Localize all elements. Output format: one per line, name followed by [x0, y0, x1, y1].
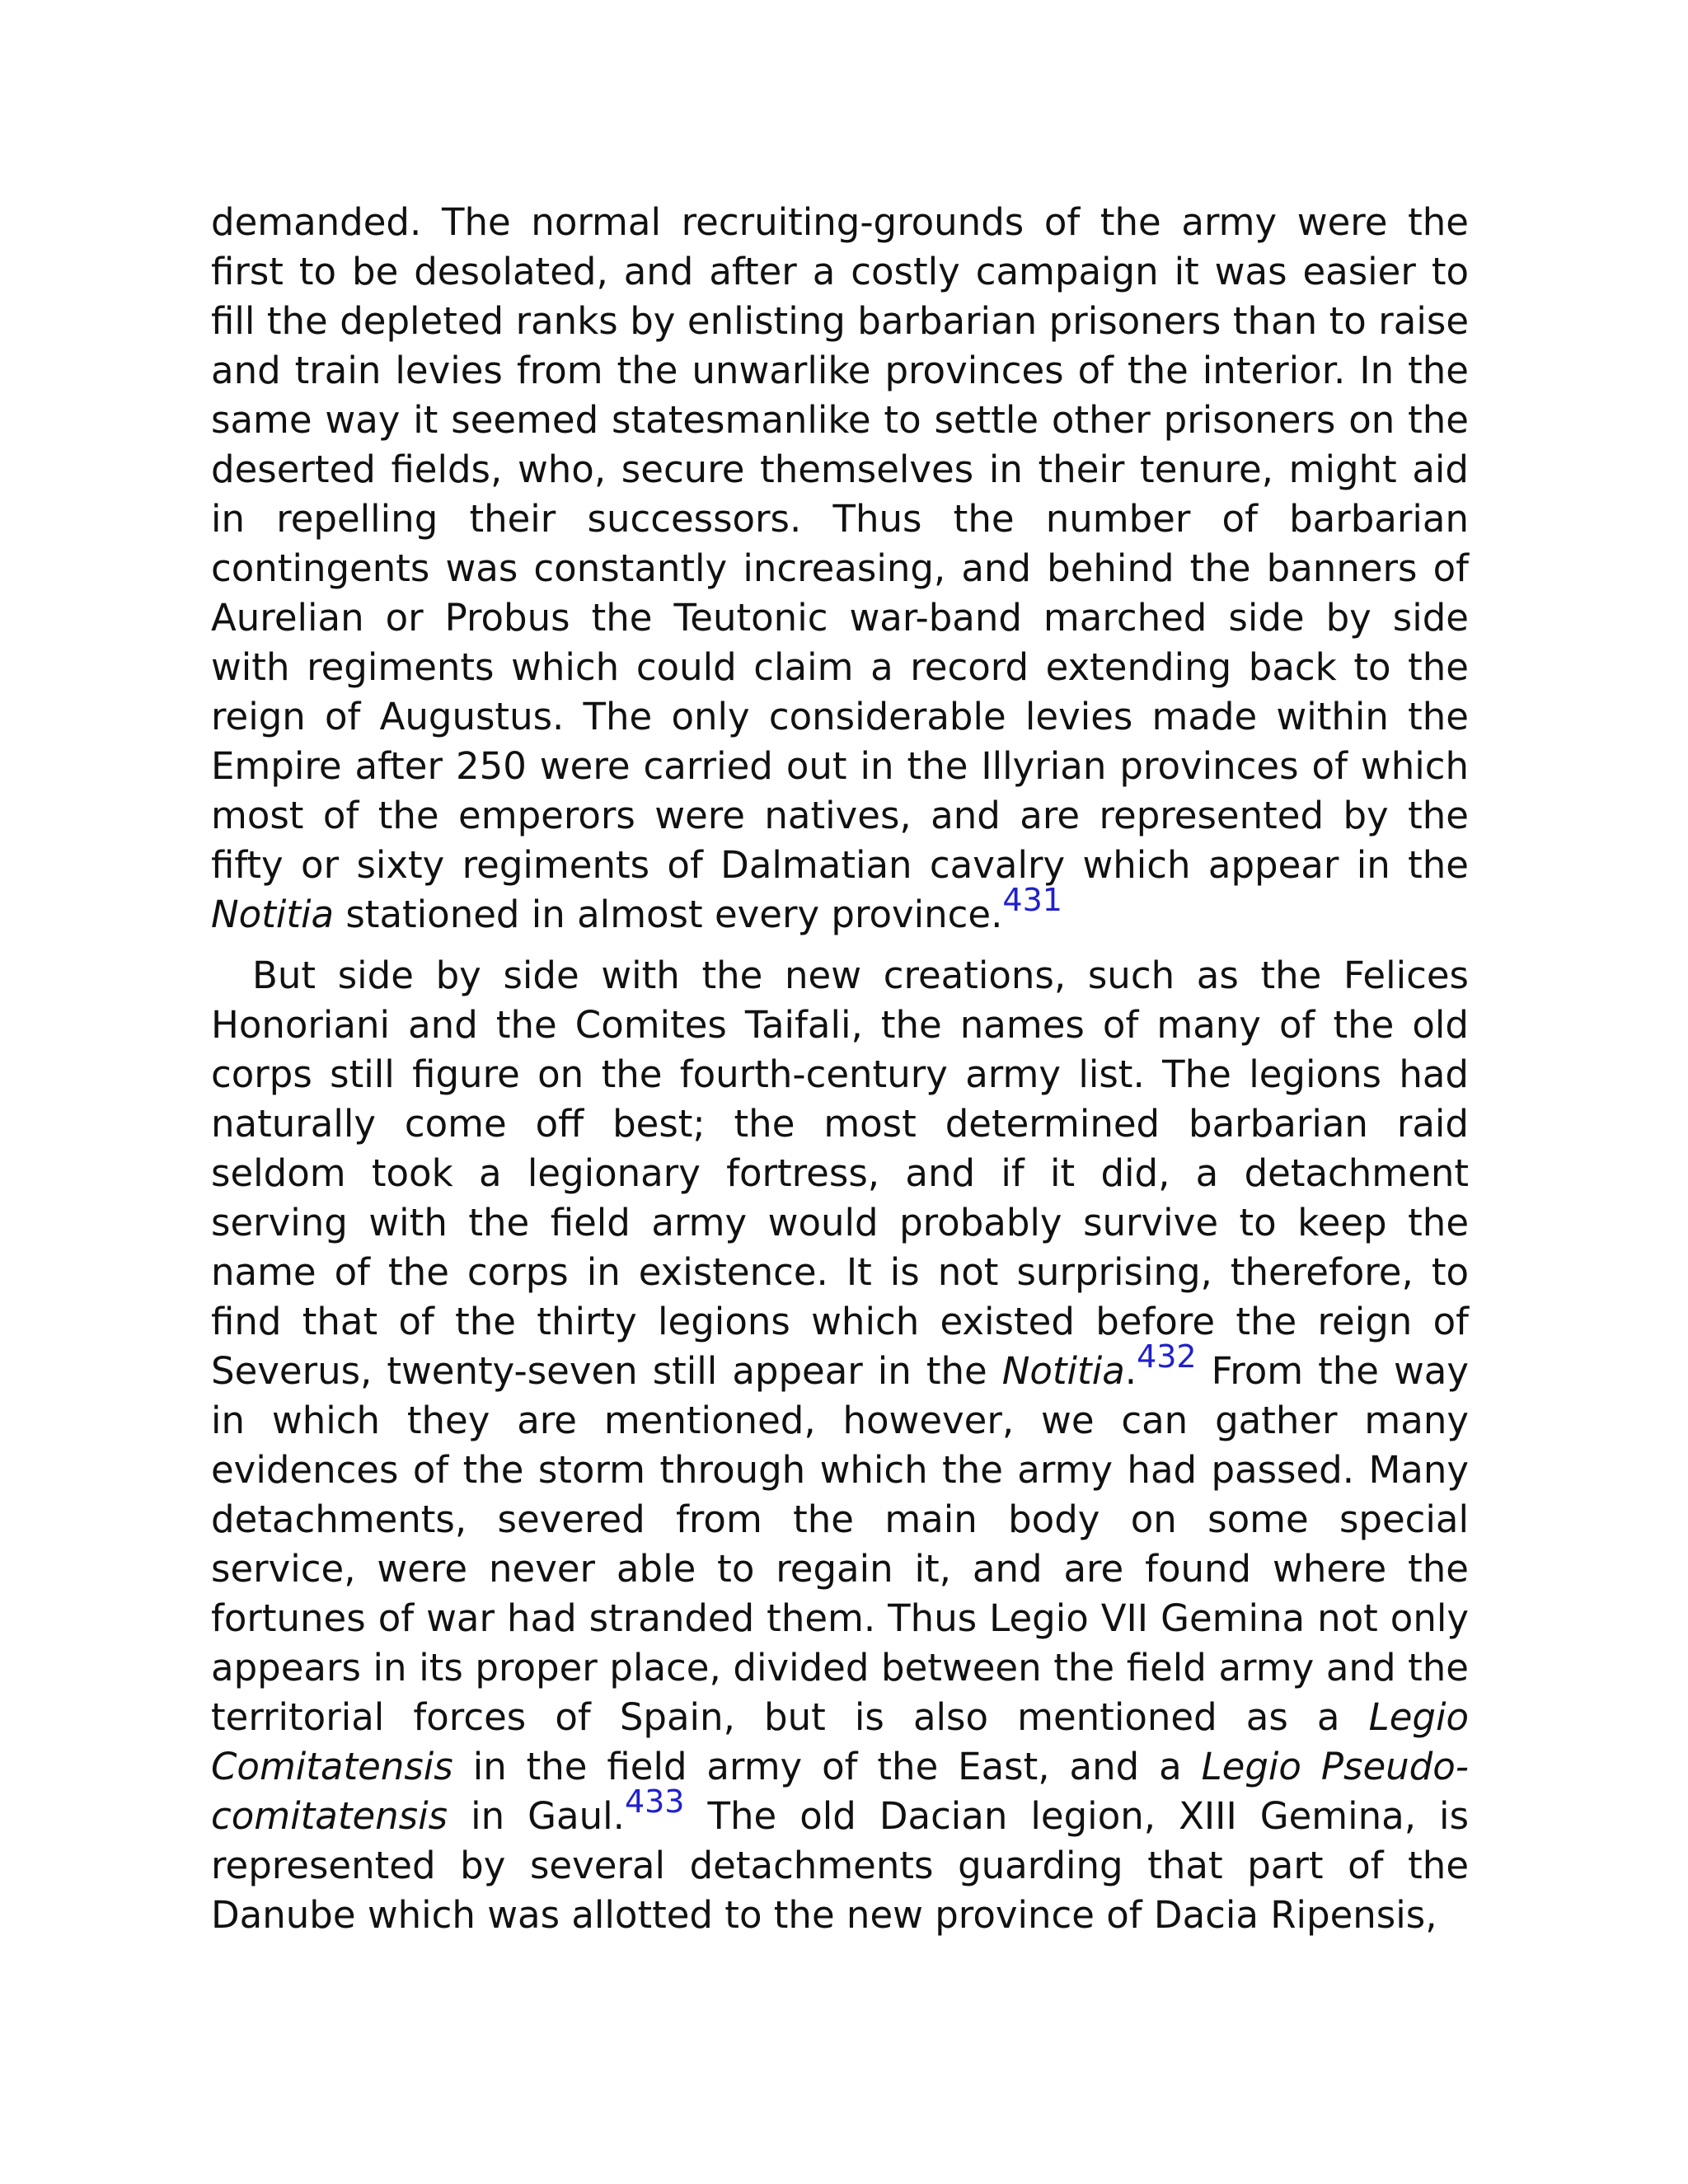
italic-term-legio-pseudo-comitatensis: Legio Pseudo-comitatensis: [211, 1745, 1469, 1838]
paragraph-text: stationed in almost every province.: [334, 893, 1003, 936]
paragraph-text: But side by side with the new creations, such as the Felices Honoriani and the Comites Taifali, the names of many of the old corps still figure on the fourth-century army list. The legions had naturally come off best; the most determined barbarian raid seldom took a legionary fortress, and if it did, a detachment serving with the field army would probably survive to keep the name of the corps in existence. It is not surprising, therefore, to find that of the thirty legions which existed before the reign of Severus, twenty-seven still appear in the: [211, 954, 1469, 1393]
paragraph-text: .: [1124, 1349, 1137, 1393]
footnote-link-433[interactable]: 433: [624, 1783, 685, 1820]
paragraph-text: From the way in which they are mentioned, however, we can gather many evidences of the storm through which the army had passed. Many detachments, severed from the main body on some special service, were never able to regain it, and are found where the fortunes of war had stranded them. Thus Legio VII Gemina not only appears in its proper place, divided between the field army and the territorial forces of Spain, but is also mentioned as a: [211, 1349, 1469, 1739]
paragraph-2: [211, 951, 1469, 1940]
italic-title-notitia: Notitia: [211, 893, 335, 936]
footnote-link-431[interactable]: 431: [1002, 882, 1062, 918]
paragraph-1: [211, 198, 1469, 940]
paragraph-text: in the field army of the East, and a: [452, 1745, 1202, 1788]
italic-term-legio-comitatensis: Legio Comitatensis: [211, 1695, 1469, 1788]
footnote-link-432[interactable]: 432: [1137, 1338, 1197, 1375]
paragraph-text: The old Dacian legion, XIII Gemina, is represented by several detachments guarding that part of the Danube which was allotted to the new province of Dacia Ripensis,: [211, 1794, 1470, 1937]
book-page: [211, 198, 1469, 1940]
italic-title-notitia: Notitia: [1001, 1349, 1125, 1393]
paragraph-text: in Gaul.: [448, 1794, 625, 1838]
paragraph-text: demanded. The normal recruiting-grounds of the army were the first to be desolated, and after a costly campaign it was easier to fill the depleted ranks by enlisting barbarian prisoners than to raise and train levies from the unwarlike provinces of the interior. In the same way it seemed statesmanlike to settle other prisoners on the deserted fields, who, secure themselves in their tenure, might aid in repelling their successors. Thus the number of barbarian contingents was constantly increasing, and behind the banners of Aurelian or Probus the Teutonic war-band marched side by side with regiments which could claim a record extending back to the reign of Augustus. The only considerable levies made within the Empire after 250 were carried out in the Illyrian provinces of which most of the emperors were natives, and are represented by the fifty or sixty regiments of Dalmatian cavalry which appear in the: [211, 200, 1469, 887]
